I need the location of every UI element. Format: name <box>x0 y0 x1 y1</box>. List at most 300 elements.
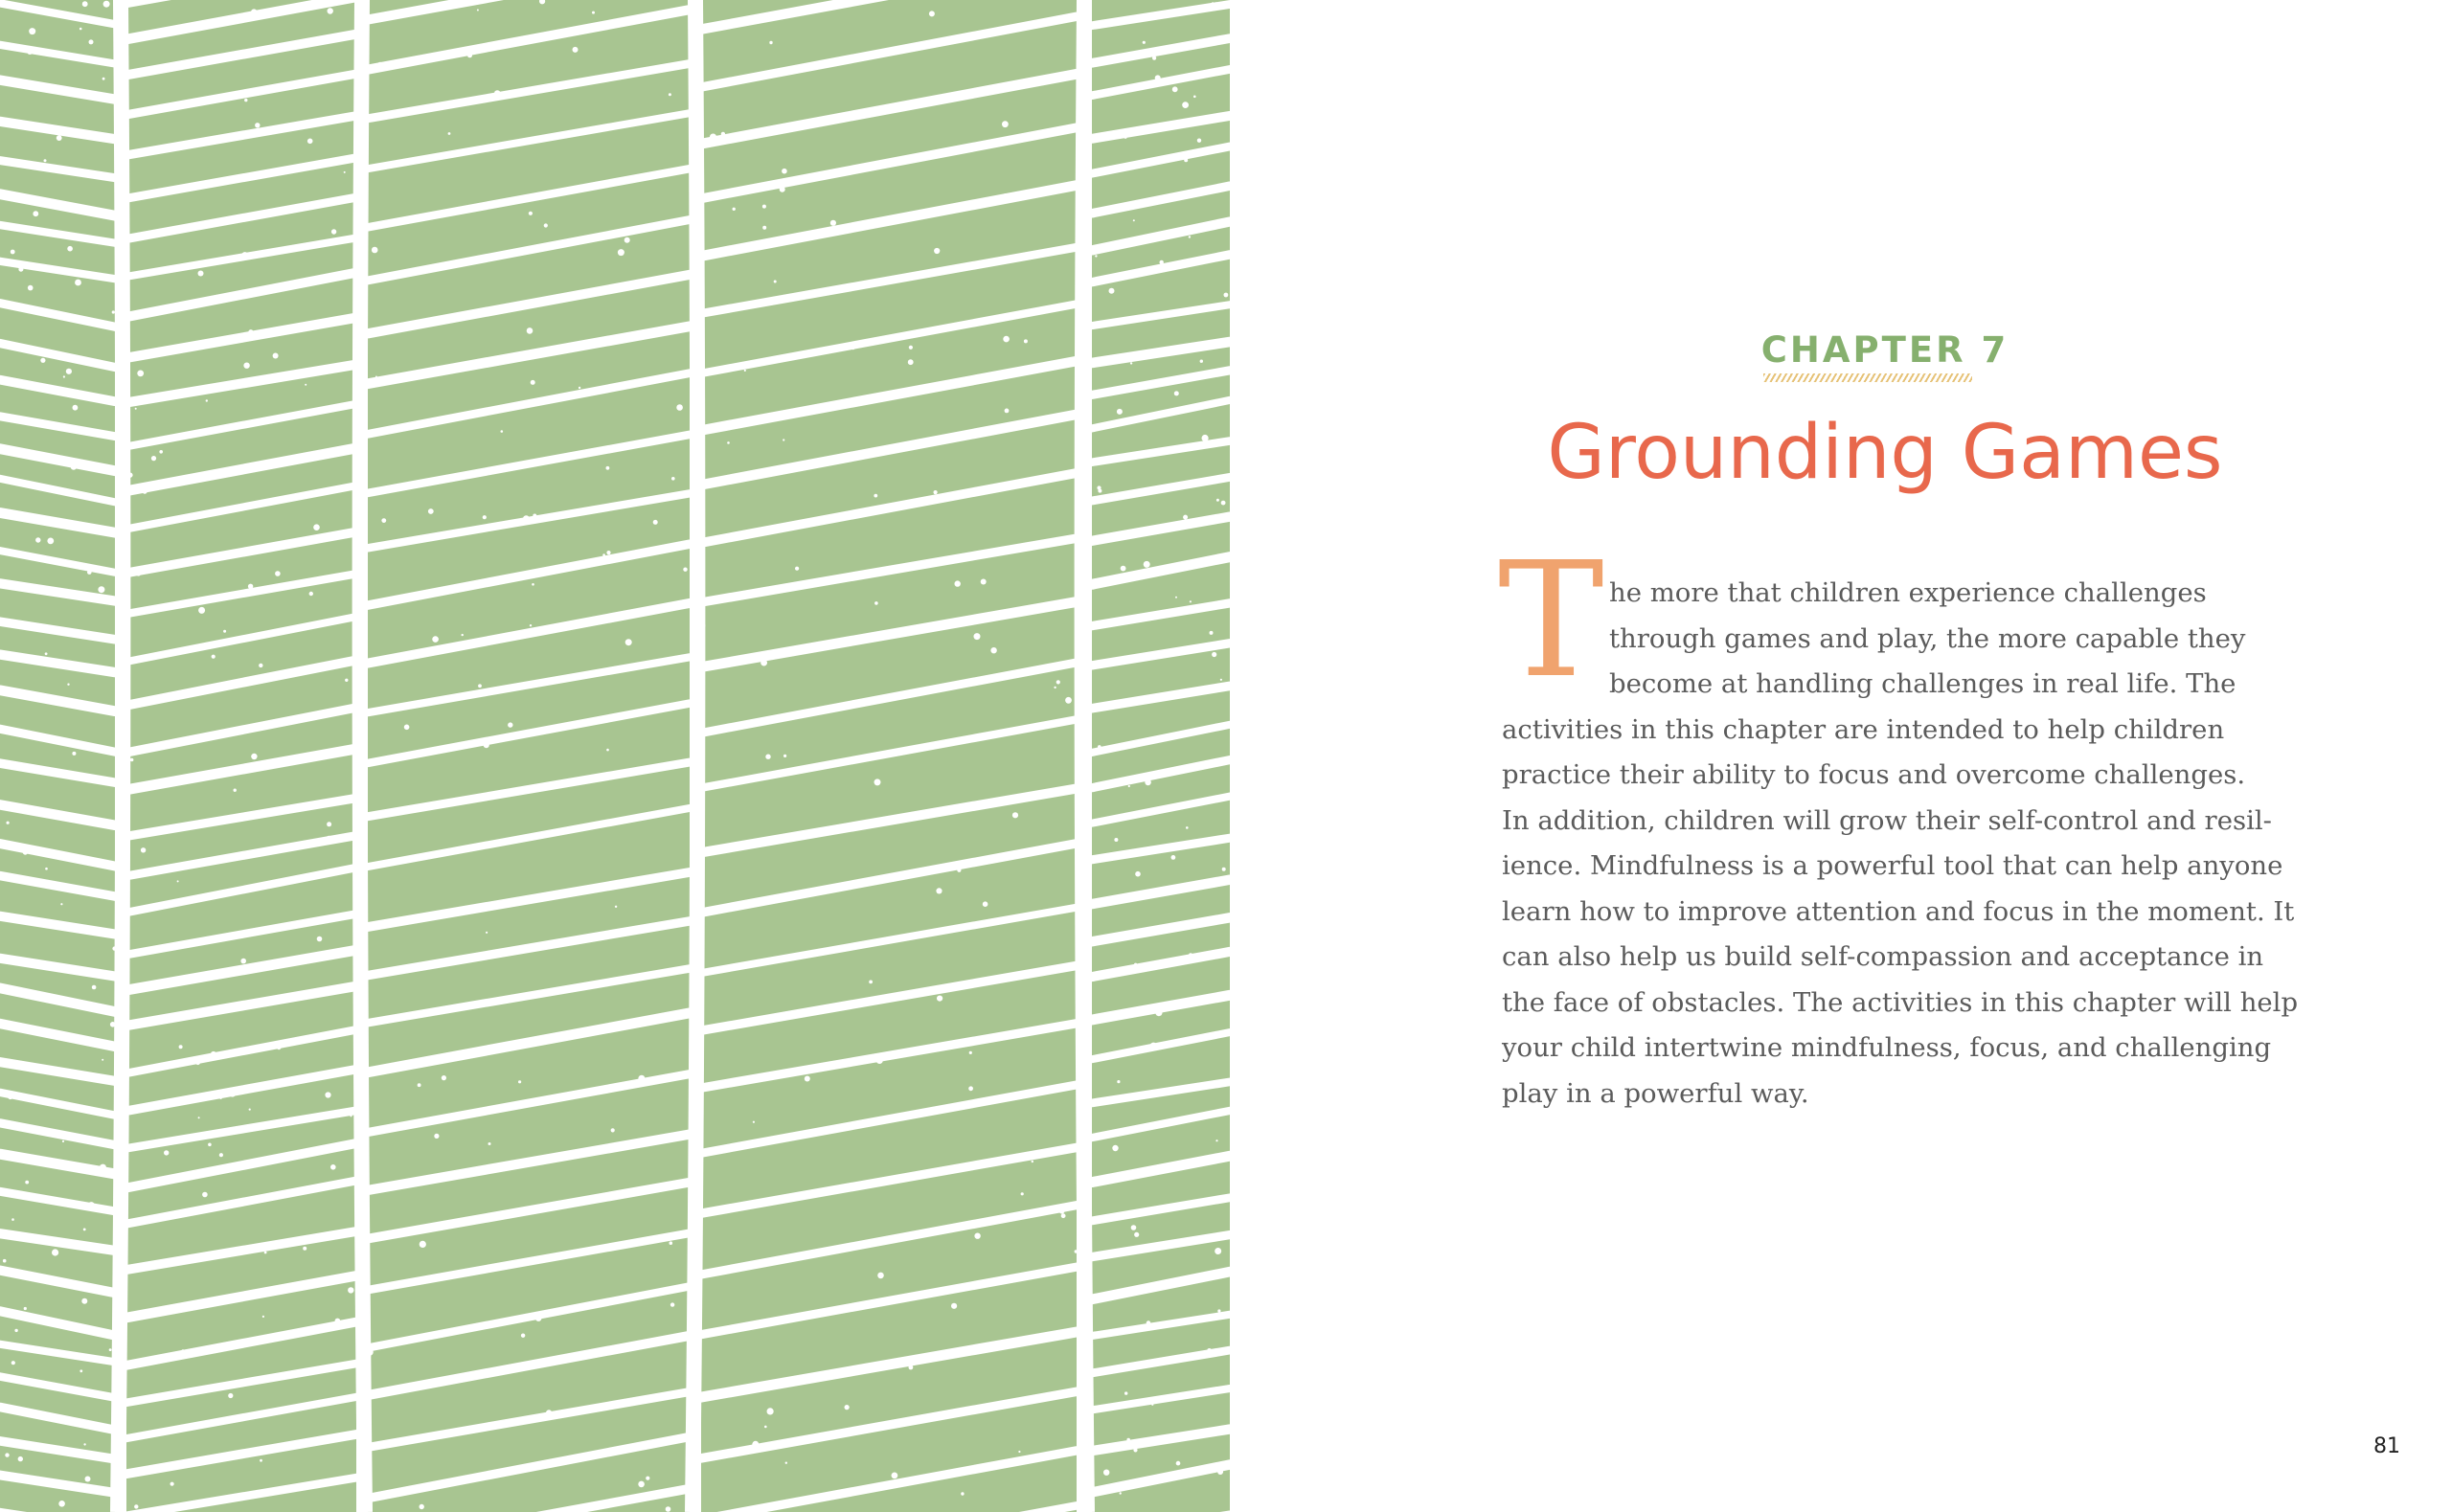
pattern-speck <box>523 515 530 522</box>
pattern-speck <box>24 1307 27 1310</box>
pattern-speck <box>228 1393 233 1398</box>
pattern-speck <box>467 53 472 57</box>
pattern-speck <box>212 655 216 659</box>
pattern-spine <box>118 0 123 1512</box>
pattern-speck <box>753 1121 755 1123</box>
pattern-speck <box>606 749 609 752</box>
pattern-speck <box>135 408 137 410</box>
pattern-speck <box>264 1252 267 1254</box>
pattern-speck <box>27 49 33 55</box>
pattern-speck <box>1210 631 1214 635</box>
pattern-speck <box>127 473 132 478</box>
pattern-speck <box>448 132 451 135</box>
pattern-speck <box>434 1134 439 1139</box>
pattern-speck <box>845 1405 850 1410</box>
pattern-speck <box>277 1046 282 1050</box>
pattern-speck <box>783 439 784 440</box>
chapter-label-underline <box>1763 373 1972 382</box>
pattern-speck <box>934 248 940 254</box>
pattern-speck <box>206 399 208 401</box>
pattern-speck <box>1207 1348 1212 1353</box>
pattern-speck <box>683 568 687 572</box>
pattern-speck <box>229 1091 236 1097</box>
pattern-speck <box>45 868 48 870</box>
pattern-speck <box>63 375 65 377</box>
pattern-speck <box>87 570 92 575</box>
pattern-speck <box>1127 209 1129 211</box>
pattern-speck <box>774 281 777 283</box>
pattern-speck <box>249 1109 251 1111</box>
pattern-speck <box>14 1329 17 1332</box>
pattern-speck <box>670 1302 674 1306</box>
pattern-speck <box>305 384 306 386</box>
pattern-speck <box>248 584 253 589</box>
pattern-speck <box>1183 515 1188 520</box>
pattern-speck <box>646 1477 649 1480</box>
pattern-speck <box>1176 1044 1179 1047</box>
pattern-speck <box>1095 255 1097 257</box>
pattern-speck <box>1190 600 1192 602</box>
pattern-speck <box>908 359 914 365</box>
pattern-speck <box>1075 1250 1078 1252</box>
pattern-speck <box>62 1140 64 1142</box>
pattern-speck <box>52 1249 58 1255</box>
pattern-speck <box>67 246 73 252</box>
pattern-speck <box>47 538 54 545</box>
pattern-speck <box>82 1 88 7</box>
pattern-speck <box>102 78 105 80</box>
pattern-speck <box>45 652 48 655</box>
chapter-label: CHAPTER 7 <box>1760 329 2009 371</box>
pattern-speck <box>676 404 683 411</box>
pattern-speck <box>1217 1309 1220 1312</box>
pattern-speck <box>40 358 45 363</box>
pattern-speck <box>103 1 110 8</box>
pattern-speck <box>1012 812 1018 818</box>
pattern-speck <box>1197 139 1201 143</box>
pattern-speck <box>112 310 115 313</box>
pattern-speck <box>420 1241 426 1248</box>
pattern-speck <box>109 1348 112 1351</box>
pattern-speck <box>477 10 479 11</box>
pattern-speck <box>1189 236 1191 237</box>
pattern-speck <box>754 844 757 846</box>
pattern-speck <box>1222 868 1226 871</box>
pattern-speck <box>307 139 313 145</box>
pattern-speck <box>5 1453 9 1456</box>
pattern-speck <box>437 1059 440 1062</box>
pattern-speck <box>44 266 47 269</box>
pattern-speck <box>1152 56 1156 60</box>
pattern-speck <box>186 1391 191 1396</box>
pattern-speck <box>981 579 987 585</box>
pattern-speck <box>611 1128 615 1132</box>
pattern-speck <box>87 58 91 62</box>
pattern-speck <box>544 223 548 227</box>
pattern-speck <box>727 441 730 444</box>
pattern-speck <box>418 1083 421 1087</box>
pattern-speck <box>75 280 81 286</box>
pattern-speck <box>404 725 410 731</box>
pattern-speck <box>1200 360 1203 363</box>
pattern-speck <box>202 1192 208 1198</box>
pattern-speck <box>157 1219 159 1221</box>
pattern-speck <box>974 633 981 640</box>
pattern-speck <box>851 345 855 350</box>
pattern-speck <box>159 450 163 454</box>
pattern-speck <box>137 573 141 576</box>
pattern-speck <box>67 389 74 395</box>
pattern-speck <box>1130 362 1132 364</box>
pattern-speck <box>1160 260 1164 264</box>
pattern-speck <box>508 722 512 727</box>
pattern-speck <box>762 226 766 230</box>
pattern-speck <box>1216 499 1219 502</box>
pattern-speck <box>1120 1492 1122 1494</box>
pattern-speck <box>18 1456 23 1461</box>
pattern-speck <box>1215 1248 1221 1254</box>
pattern-speck <box>874 601 878 605</box>
paragraph-line: the face of obstacles. The activities in this chapter will help <box>1502 986 2299 1018</box>
pattern-speck <box>874 779 881 785</box>
pattern-speck <box>79 1369 82 1372</box>
pattern-speck <box>892 1473 898 1479</box>
pattern-speck <box>28 285 34 291</box>
pattern-speck <box>527 327 534 334</box>
pattern-speck <box>592 11 595 14</box>
pattern-speck <box>103 400 105 402</box>
page-number: 81 <box>2373 1434 2400 1458</box>
pattern-speck <box>795 567 799 571</box>
pattern-speck <box>3 1259 7 1263</box>
pattern-speck <box>638 1481 645 1488</box>
pattern-speck <box>91 861 94 864</box>
pattern-speck <box>309 592 313 596</box>
pattern-speck <box>1134 963 1137 966</box>
pattern-speck <box>60 903 62 905</box>
pattern-speck <box>535 1316 541 1321</box>
pattern-speck <box>92 985 97 990</box>
pattern-speck <box>107 398 113 404</box>
pattern-speck <box>81 1298 87 1304</box>
pattern-speck <box>88 1202 95 1208</box>
pattern-speck <box>251 9 257 14</box>
pattern-speck <box>164 1150 169 1155</box>
pattern-speck <box>79 28 82 31</box>
pattern-speck <box>1145 779 1151 786</box>
pattern-speck <box>785 1462 787 1464</box>
pattern-speck <box>531 380 535 385</box>
pattern-speck <box>961 1492 964 1495</box>
pattern-speck <box>34 921 39 926</box>
pattern-speck <box>1184 158 1188 162</box>
pattern-speck <box>72 752 76 756</box>
pattern-speck <box>420 1504 424 1509</box>
pattern-speck <box>909 1365 914 1370</box>
pattern-speck <box>1221 501 1226 506</box>
pattern-speck <box>259 664 262 667</box>
paragraph-line: practice their ability to focus and overcome challenges. <box>1502 759 2246 790</box>
pattern-speck <box>1143 41 1146 44</box>
pattern-speck <box>110 1022 116 1027</box>
pattern-speck <box>752 1441 759 1448</box>
pattern-speck <box>666 1506 671 1512</box>
pattern-speck <box>1131 1225 1137 1230</box>
pattern-speck <box>143 488 148 493</box>
pattern-speck <box>968 1086 973 1091</box>
pattern-speck <box>1193 96 1196 99</box>
pattern-speck <box>442 1075 446 1080</box>
pattern-speck <box>1056 680 1060 684</box>
pattern-speck <box>33 211 38 216</box>
pattern-speck <box>1147 1320 1151 1325</box>
pattern-speck <box>35 10 39 13</box>
pattern-speck <box>764 1426 767 1429</box>
pattern-speck <box>767 1408 774 1414</box>
pattern-speck <box>1133 219 1135 221</box>
pattern-speck <box>328 8 333 13</box>
pattern-speck <box>1021 1192 1024 1195</box>
pattern-speck <box>504 408 507 411</box>
pattern-speck <box>782 169 787 174</box>
pattern-speck <box>71 464 77 470</box>
pattern-speck <box>234 789 237 792</box>
paragraph-line: become at handling challenges in real life. The <box>1609 668 2236 699</box>
pattern-speck <box>1174 391 1179 395</box>
pattern-speck <box>494 90 500 96</box>
pattern-speck <box>700 622 706 628</box>
pattern-speck <box>219 1153 223 1157</box>
pattern-speck <box>830 220 836 226</box>
pattern-speck <box>1155 75 1161 80</box>
pattern-speck <box>381 518 386 523</box>
pattern-speck <box>98 57 103 63</box>
pattern-speck <box>579 387 580 389</box>
pattern-speck <box>335 1319 341 1324</box>
pattern-speck <box>1002 121 1009 127</box>
pattern-speck <box>462 634 464 636</box>
pattern-speck <box>198 271 204 277</box>
pattern-speck <box>177 880 179 882</box>
pattern-speck <box>869 981 873 984</box>
pattern-speck <box>1172 86 1178 92</box>
pattern-speck <box>546 1410 552 1415</box>
pattern-speck <box>1059 1208 1065 1214</box>
pattern-speck <box>11 250 15 255</box>
pattern-speck <box>1176 1461 1181 1466</box>
pattern-speck <box>344 171 346 173</box>
pattern-speck <box>85 1477 91 1482</box>
pattern-speck <box>100 1164 106 1171</box>
pattern-speck <box>1054 687 1056 688</box>
paragraph-line: ience. Mindfulness is a powerful tool that can help anyone <box>1502 850 2283 881</box>
pattern-speck <box>58 1501 65 1507</box>
pattern-speck <box>251 754 257 759</box>
pattern-speck <box>1117 409 1123 415</box>
pattern-speck <box>1150 1043 1157 1049</box>
pattern-speck <box>533 514 536 518</box>
pattern-speck <box>1167 524 1172 530</box>
pattern-speck <box>532 583 534 586</box>
pattern-speck <box>34 1234 40 1240</box>
pattern-speck <box>1003 336 1010 343</box>
pattern-speck <box>937 996 942 1002</box>
pattern-speck <box>260 1459 262 1462</box>
pattern-speck <box>198 1117 200 1118</box>
pattern-speck <box>1214 918 1216 921</box>
pattern-speck <box>733 208 736 211</box>
pattern-speck <box>1059 539 1062 542</box>
pattern-speck <box>1065 697 1072 704</box>
pattern-speck <box>137 371 144 377</box>
pattern-speck <box>1144 561 1150 568</box>
pattern-speck <box>112 1331 116 1335</box>
pattern-speck <box>671 477 675 481</box>
pattern-speck <box>1182 102 1189 108</box>
pattern-speck <box>606 551 610 554</box>
paragraph-line: play in a powerful way. <box>1502 1077 1809 1109</box>
pattern-speck <box>195 1060 200 1065</box>
pattern-speck <box>244 99 247 102</box>
pattern-speck <box>606 466 610 470</box>
pattern-speck <box>744 370 746 372</box>
pattern-speck <box>1220 679 1222 681</box>
pattern-speck <box>909 346 913 350</box>
pattern-speck <box>969 1051 972 1054</box>
pattern-speck <box>1133 1448 1137 1452</box>
pattern-speck <box>248 329 253 334</box>
pattern-speck <box>73 405 79 411</box>
pattern-speck <box>179 1045 183 1049</box>
pattern-speck <box>1217 1469 1223 1475</box>
pattern-speck <box>1189 953 1192 957</box>
pattern-speck <box>151 456 156 461</box>
pattern-speck <box>484 742 489 748</box>
pattern-speck <box>483 515 487 519</box>
pattern-speck <box>44 159 47 162</box>
pattern-speck <box>765 755 770 759</box>
pattern-speck <box>275 571 281 576</box>
pattern-speck <box>934 490 938 494</box>
intro-paragraph <box>1502 571 2299 1117</box>
pattern-speck <box>83 1229 86 1231</box>
pattern-speck <box>1202 435 1209 441</box>
pattern-speck <box>262 1316 264 1318</box>
pattern-speck <box>951 1303 957 1309</box>
pattern-speck <box>326 836 332 843</box>
pattern-speck <box>1171 855 1176 860</box>
pattern-speck <box>273 353 279 359</box>
pattern-speck <box>638 1075 645 1082</box>
pattern-speck <box>219 1097 221 1099</box>
pattern-speck <box>325 1092 330 1097</box>
pattern-speck <box>1018 1451 1020 1453</box>
pattern-spine <box>692 0 697 1512</box>
pattern-speck <box>936 888 942 893</box>
pattern-speck <box>348 1287 353 1293</box>
pattern-speck <box>653 520 658 525</box>
pattern-speck <box>761 660 767 666</box>
pattern-speck <box>783 755 786 757</box>
pattern-speck <box>486 932 488 934</box>
pattern-speck <box>241 252 248 259</box>
pattern-speck <box>710 134 716 141</box>
pattern-speck <box>1175 597 1177 598</box>
pattern-speck <box>35 537 40 542</box>
pattern-spine <box>360 0 365 1512</box>
paragraph-line: In addition, children will grow their self-control and resil- <box>1502 804 2272 836</box>
pattern-speck <box>1032 1161 1033 1162</box>
pattern-speck <box>479 638 484 643</box>
pattern-speck <box>521 1334 525 1338</box>
pattern-speck <box>501 430 504 433</box>
chapter-title: Grounding Games <box>1547 410 2223 496</box>
pattern-speck <box>112 946 116 950</box>
pattern-speck <box>57 135 62 141</box>
pattern-speck <box>1212 2 1214 4</box>
pattern-speck <box>1171 1433 1175 1437</box>
pattern-speck <box>769 41 772 44</box>
pattern-speck <box>990 647 996 653</box>
pattern-speck <box>1117 1080 1120 1083</box>
pattern-speck <box>23 456 25 458</box>
pattern-speck <box>1212 652 1216 657</box>
pattern-speck <box>1134 1232 1139 1237</box>
pattern-speck <box>602 553 605 556</box>
pattern-speck <box>580 938 583 941</box>
pattern-speck <box>198 607 205 614</box>
pattern-speck <box>243 363 249 369</box>
pattern-speck <box>331 229 336 234</box>
pattern-speck <box>618 249 624 256</box>
pattern-speck <box>1097 485 1101 489</box>
pattern-speck <box>130 758 134 762</box>
pattern-speck <box>983 901 988 907</box>
drop-cap-letter: T <box>1498 529 1604 713</box>
pattern-speck <box>478 684 482 688</box>
pattern-speck <box>211 1051 216 1057</box>
pattern-speck <box>89 39 94 44</box>
pattern-speck <box>9 803 12 807</box>
pattern-speck <box>1112 1145 1118 1151</box>
pattern-speck <box>877 1273 884 1279</box>
pattern-speck <box>721 132 725 136</box>
pattern-speck <box>805 1076 810 1082</box>
pattern-speck <box>228 299 230 301</box>
pattern-speck <box>66 369 72 374</box>
pattern-speck <box>25 1181 29 1185</box>
pattern-speck <box>1005 409 1010 414</box>
paragraph-line: through games and play, the more capable they <box>1609 622 2246 654</box>
pattern-speck <box>141 847 146 852</box>
pattern-speck <box>1215 1140 1217 1141</box>
pattern-speck <box>432 636 439 643</box>
pattern-speck <box>625 639 632 645</box>
pattern-speck <box>134 1504 138 1508</box>
pattern-speck <box>377 62 383 68</box>
pattern-speck <box>615 906 617 908</box>
pattern-speck <box>1114 838 1118 842</box>
pattern-speck <box>866 1056 871 1061</box>
pattern-speck <box>1121 566 1126 572</box>
pattern-speck <box>463 1274 465 1276</box>
pattern-speck <box>23 849 28 854</box>
pattern-speck <box>1024 339 1028 343</box>
pattern-speck <box>350 1115 352 1117</box>
pattern-speck <box>670 1241 673 1245</box>
pattern-speck <box>375 376 377 378</box>
pattern-speck <box>647 13 650 16</box>
